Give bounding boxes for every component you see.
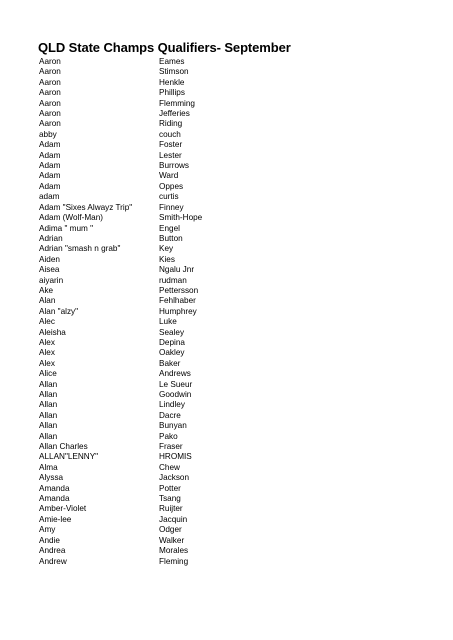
first-name: adam	[39, 192, 60, 202]
list-item	[39, 338, 419, 348]
first-name: Allan	[39, 379, 58, 389]
list-item	[39, 88, 419, 98]
first-name: Aleisha	[39, 327, 66, 337]
last-name: Foster	[159, 140, 183, 150]
first-name: Andie	[39, 535, 60, 545]
last-name: Odger	[159, 525, 182, 535]
list-item	[39, 203, 419, 213]
list-item	[39, 484, 419, 494]
last-name: Kies	[159, 254, 175, 264]
first-name: Alex	[39, 358, 55, 368]
first-name: Aisea	[39, 265, 60, 275]
first-name: Allan	[39, 410, 58, 420]
list-item	[39, 546, 419, 556]
first-name: Adam "Sixes Alwayz Trip"	[39, 202, 133, 212]
list-item	[39, 557, 419, 567]
first-name: Alyssa	[39, 473, 64, 483]
last-name: Flemming	[159, 98, 195, 108]
first-name: Adam	[39, 181, 61, 191]
first-name: Adam (Wolf-Man)	[39, 213, 103, 223]
last-name: Bunyan	[159, 421, 187, 431]
first-name: Aiden	[39, 254, 60, 264]
list-item	[39, 463, 419, 473]
first-name: Ake	[39, 285, 54, 295]
last-name: Andrews	[159, 369, 191, 379]
list-item	[39, 57, 419, 67]
last-name: Sealey	[159, 327, 185, 337]
last-name: Oppes	[159, 181, 184, 191]
last-name: Riding	[159, 119, 183, 129]
first-name: Allan	[39, 390, 58, 399]
list-item	[39, 140, 419, 150]
last-name: rudman	[159, 275, 187, 285]
list-item	[39, 525, 419, 535]
last-name: Baker	[159, 358, 181, 368]
list-item	[39, 411, 419, 421]
last-name: Goodwin	[159, 390, 192, 399]
first-name: Amanda	[39, 483, 70, 493]
list-item	[39, 161, 419, 171]
first-name: Allan Charles	[39, 442, 88, 452]
list-item	[39, 317, 419, 327]
page-title: QLD State Champs Qualifiers- September	[38, 40, 291, 55]
list-item	[39, 109, 419, 119]
list-item	[39, 244, 419, 254]
list-item	[39, 328, 419, 338]
first-name: Allan	[39, 400, 58, 410]
list-item	[39, 78, 419, 88]
first-name: Alma	[39, 462, 58, 472]
first-name: Adrian "smash n grab"	[39, 244, 121, 254]
first-name: Alec	[39, 317, 55, 327]
list-item	[39, 151, 419, 161]
last-name: Stimson	[159, 67, 189, 77]
list-item	[39, 192, 419, 202]
first-name: Allan	[39, 431, 58, 441]
first-name: Adima " mum "	[39, 223, 94, 233]
list-item	[39, 442, 419, 452]
list-item	[39, 536, 419, 546]
first-name: Alex	[39, 337, 55, 347]
list-item	[39, 348, 419, 358]
last-name: Pako	[159, 431, 178, 441]
last-name: Luke	[159, 317, 177, 327]
last-name: Fehlhaber	[159, 296, 196, 306]
first-name: Aaron	[39, 109, 61, 119]
first-name: Adam	[39, 150, 61, 160]
list-item	[39, 130, 419, 140]
first-name: Amanda	[39, 494, 70, 504]
first-name: Alex	[39, 348, 55, 358]
last-name: Oakley	[159, 348, 185, 358]
list-item	[39, 307, 419, 317]
first-name: ALLAN"LENNY"	[39, 452, 99, 462]
list-item	[39, 432, 419, 442]
last-name: Ruijter	[159, 504, 183, 514]
list-item	[39, 380, 419, 390]
first-name: Andrew	[39, 556, 67, 566]
list-item	[39, 504, 419, 514]
last-name: Walker	[159, 535, 185, 545]
list-item	[39, 494, 419, 504]
first-name: abby	[39, 129, 57, 139]
first-name: Alan "alzy"	[39, 306, 79, 316]
first-name: Aaron	[39, 57, 61, 66]
list-item	[39, 224, 419, 234]
last-name: Lester	[159, 150, 182, 160]
last-name: Jacquin	[159, 514, 188, 524]
list-item	[39, 265, 419, 275]
list-item	[39, 182, 419, 192]
qualifier-list	[39, 57, 419, 567]
list-item	[39, 452, 419, 462]
first-name: Aaron	[39, 98, 61, 108]
last-name: curtis	[159, 192, 179, 202]
first-name: Adam	[39, 171, 61, 181]
first-name: Aaron	[39, 77, 61, 87]
list-item	[39, 390, 419, 400]
list-item	[39, 400, 419, 410]
last-name: Humphrey	[159, 306, 197, 316]
list-item	[39, 255, 419, 265]
list-item	[39, 286, 419, 296]
list-item	[39, 296, 419, 306]
list-item	[39, 234, 419, 244]
last-name: Depina	[159, 337, 185, 347]
last-name: Lindley	[159, 400, 185, 410]
list-item	[39, 473, 419, 483]
last-name: Ngalu Jnr	[159, 265, 195, 275]
last-name: Chew	[159, 462, 180, 472]
last-name: Tsang	[159, 494, 181, 504]
last-name: Henkle	[159, 77, 185, 87]
last-name: Dacre	[159, 410, 181, 420]
last-name: Eames	[159, 57, 185, 66]
first-name: Alice	[39, 369, 57, 379]
first-name: Amie-lee	[39, 514, 72, 524]
last-name: Fleming	[159, 556, 189, 566]
list-item	[39, 119, 419, 129]
last-name: Le Sueur	[159, 379, 193, 389]
last-name: Key	[159, 244, 174, 254]
last-name: HROMIS	[159, 452, 192, 462]
last-name: Engel	[159, 223, 180, 233]
last-name: Finney	[159, 202, 184, 212]
first-name: Adrian	[39, 233, 63, 243]
first-name: Amy	[39, 525, 56, 535]
first-name: Adam	[39, 161, 61, 171]
first-name: Amber-Violet	[39, 504, 87, 514]
first-name: Aaron	[39, 119, 61, 129]
last-name: Button	[159, 233, 183, 243]
list-item	[39, 421, 419, 431]
list-item	[39, 276, 419, 286]
last-name: Phillips	[159, 88, 185, 98]
list-item	[39, 99, 419, 109]
list-item	[39, 171, 419, 181]
list-item	[39, 67, 419, 77]
list-item	[39, 213, 419, 223]
last-name: couch	[159, 129, 181, 139]
first-name: Adam	[39, 140, 61, 150]
first-name: Allan	[39, 421, 58, 431]
first-name: Aaron	[39, 88, 61, 98]
last-name: Ward	[159, 171, 179, 181]
last-name: Fraser	[159, 442, 183, 452]
list-item	[39, 515, 419, 525]
last-name: Smith-Hope	[159, 213, 203, 223]
first-name: aiyarin	[39, 275, 64, 285]
last-name: Pettersson	[159, 285, 199, 295]
last-name: Jackson	[159, 473, 190, 483]
last-name: Burrows	[159, 161, 190, 171]
first-name: Alan	[39, 296, 56, 306]
last-name: Potter	[159, 483, 181, 493]
last-name: Morales	[159, 546, 189, 556]
list-item	[39, 359, 419, 369]
list-item	[39, 369, 419, 379]
last-name: Jefferies	[159, 109, 190, 119]
first-name: Aaron	[39, 67, 61, 77]
first-name: Andrea	[39, 546, 66, 556]
